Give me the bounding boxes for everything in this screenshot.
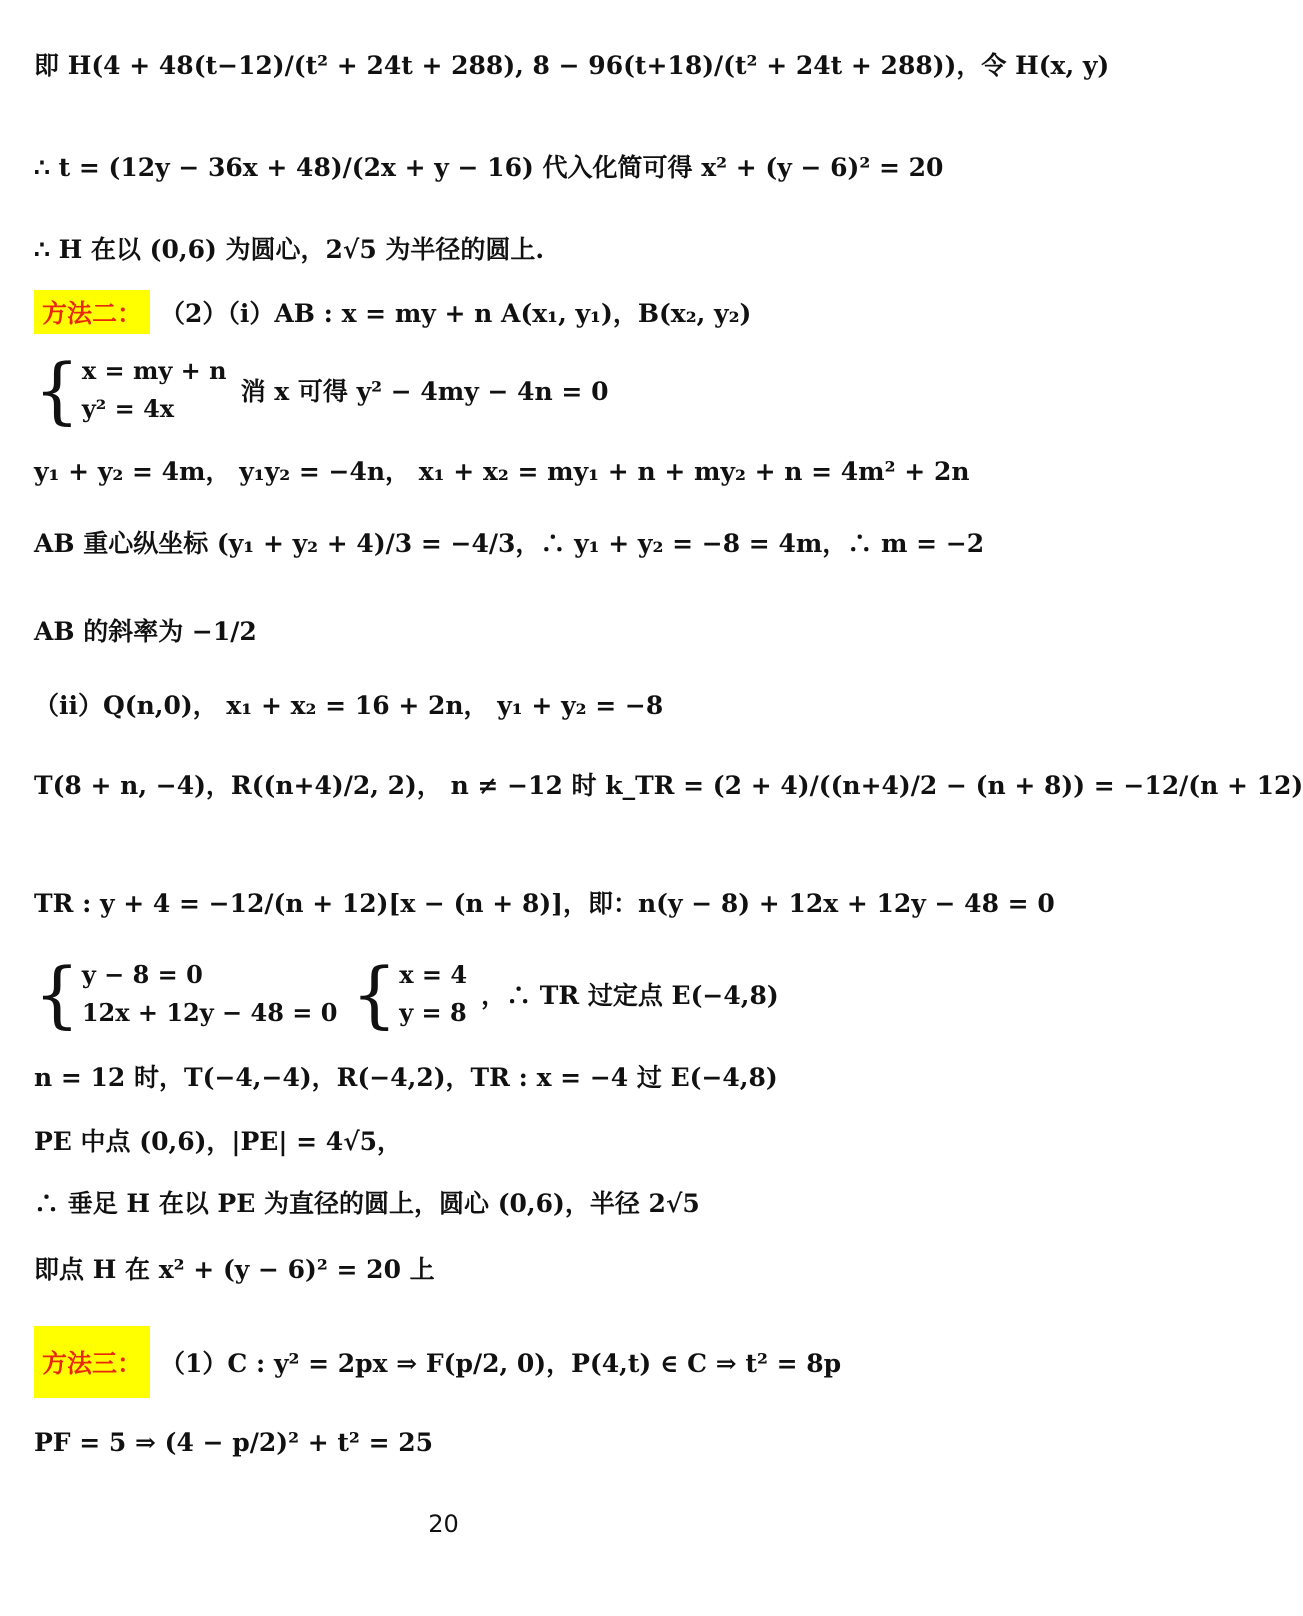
formula-line-pf: PF = 5 ⇒ (4 − p/2)² + t² = 25 [34,1428,434,1457]
left-brace-icon: { [34,348,80,432]
equation-system-ab: { x = my + n y² = 4x 消 x 可得 y² − 4my − 4n = 0 [34,348,609,432]
formula-line-tr-slope: T(8 + n, −4)，R((n+4)/2, 2)， n ≠ −12 时 k_TR = (2 + 4)/((n+4)/2 − (n + 8)) = −12/(n + 12) [34,771,1303,800]
formula-line-centroid: AB 重心纵坐标 (y₁ + y₂ + 4)/3 = −4/3，∴ y₁ + y₂ = −8 = 4m，∴ m = −2 [34,529,985,558]
page-number: 20 [428,1510,459,1538]
formula-line-q-point: （ⅱ）Q(n,0)， x₁ + x₂ = 16 + 2n， y₁ + y₂ = −8 [34,691,664,720]
formula-line-n-12: n = 12 时，T(−4,−4)，R(−4,2)，TR : x = −4 过 E(−4,8) [34,1063,778,1092]
formula-line-foot-circle: ∴ 垂足 H 在以 PE 为直径的圆上，圆心 (0,6)，半径 2√5 [34,1189,700,1218]
left-brace-icon: { [34,952,80,1036]
formula-line-pe-midpoint: PE 中点 (0,6)，|PE| = 4√5， [34,1127,403,1156]
equation-system-fixed-point: { y − 8 = 0 12x + 12y − 48 = 0 { x = 4 y = 8 ，∴ TR 过定点 E(−4,8) [34,952,779,1036]
formula-line-t-substitution: ∴ t = (12y − 36x + 48)/(2x + y − 16) 代入化简可得 x² + (y − 6)² = 20 [34,153,944,182]
equation-system-left: { y − 8 = 0 12x + 12y − 48 = 0 [34,952,338,1036]
method-three-label: 方法三： [34,1326,150,1398]
equation-system-right: { x = 4 y = 8 [351,952,468,1036]
formula-line-vieta: y₁ + y₂ = 4m， y₁y₂ = −4n， x₁ + x₂ = my₁ + n + my₂ + n = 4m² + 2n [34,457,970,486]
formula-line-slope: AB 的斜率为 −1/2 [34,617,257,646]
formula-line-circle-equation: 即点 H 在 x² + (y − 6)² = 20 上 [34,1255,435,1284]
formula-line-h-coords: 即 H(4 + 48(t−12)/(t² + 24t + 288), 8 − 96(t+18)/(t² + 24t + 288))，令 H(x, y) [34,51,1110,80]
method-two-heading: 方法二： （2）（ⅰ）AB : x = my + n A(x₁, y₁)，B(x₂, y₂) [34,290,867,334]
left-brace-icon: { [351,952,398,1036]
method-three-heading: 方法三： （1）C : y² = 2px ⇒ F(p/2, 0)，P(4,t) ∈ C ⇒ t² = 8p [34,1326,867,1398]
formula-line-circle-center: ∴ H 在以 (0,6) 为圆心，2√5 为半径的圆上. [34,235,545,264]
method-two-label: 方法二： [34,290,150,334]
equation-system: { x = my + n y² = 4x [34,348,227,432]
formula-line-tr-equation: TR : y + 4 = −12/(n + 12)[x − (n + 8)]，即：n(y − 8) + 12x + 12y − 48 = 0 [34,889,1055,918]
